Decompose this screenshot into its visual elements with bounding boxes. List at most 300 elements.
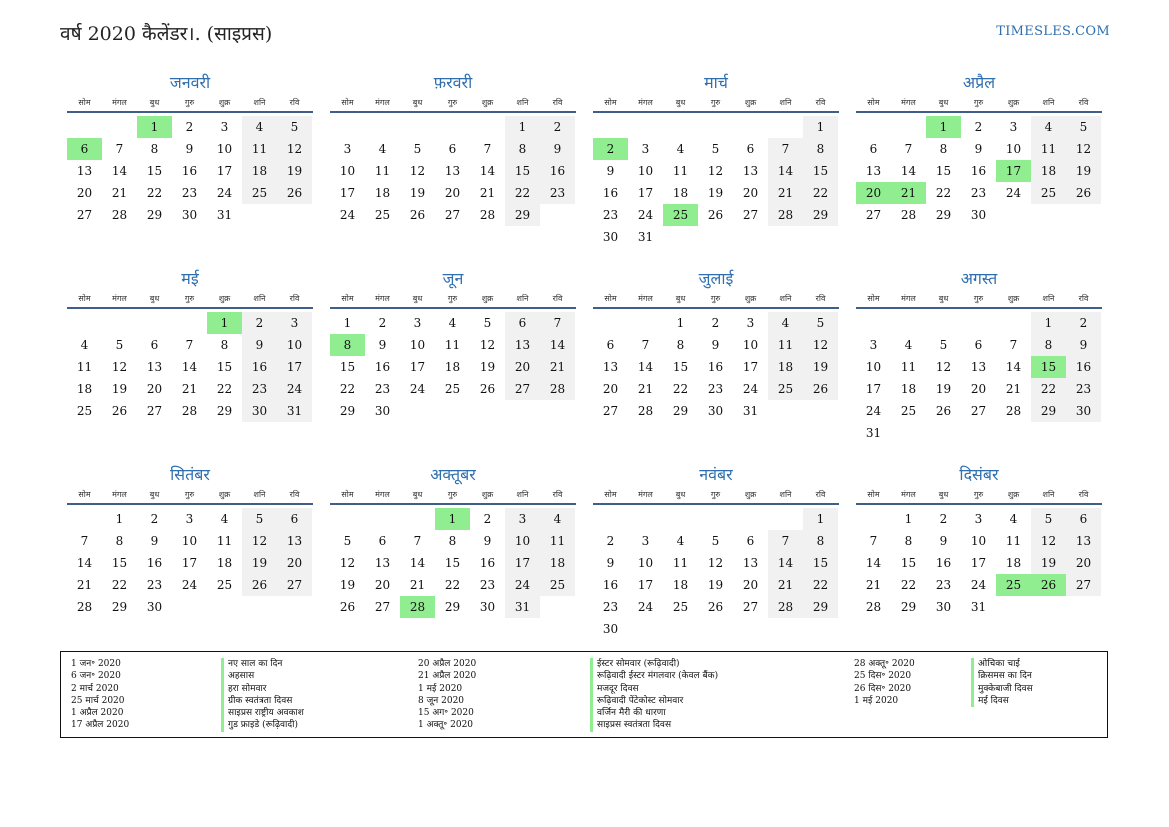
- weekday-label: सोम: [78, 98, 91, 107]
- empty-cell: [663, 508, 698, 530]
- legend-date: 17 अप्रैल 2020: [71, 720, 130, 731]
- day-cell: 6: [277, 508, 312, 530]
- weekday-label: मंगल: [901, 98, 916, 107]
- day-cell: 22: [505, 182, 540, 204]
- holiday-cell: 1: [137, 116, 172, 138]
- day-cell: 21: [768, 574, 803, 596]
- empty-cell: [961, 312, 996, 334]
- day-cell: 13: [76, 164, 93, 178]
- day-cell: 26: [1066, 182, 1101, 204]
- day-cell: 16: [540, 160, 575, 182]
- day-grid: [330, 508, 576, 618]
- day-cell: 4: [540, 508, 575, 530]
- legend-date: 25 मार्च 2020: [71, 695, 125, 706]
- day-cell: 1: [803, 508, 838, 530]
- weekday-label: गुरु: [710, 294, 721, 303]
- weekday-label: शुक्र: [744, 294, 757, 303]
- day-cell: 6: [1066, 508, 1101, 530]
- day-cell: 8: [220, 338, 229, 352]
- day-cell: 24: [181, 578, 198, 592]
- day-cell: 9: [606, 556, 615, 570]
- weekday-label: गुरु: [184, 490, 195, 499]
- empty-cell: [593, 116, 628, 138]
- day-cell: 25: [216, 578, 233, 592]
- day-cell: 24: [637, 600, 654, 614]
- day-cell: 18: [76, 382, 93, 396]
- legend-holiday-name: रूढ़िवादी पेंटेकोस्ट सोमवार: [590, 695, 718, 707]
- day-cell: 26: [479, 382, 496, 396]
- legend-date: 20 अप्रैल 2020: [418, 659, 477, 669]
- day-cell: 17: [637, 186, 654, 200]
- day-cell: 7: [768, 530, 803, 552]
- day-cell: 17: [637, 578, 654, 592]
- day-cell: 16: [935, 556, 952, 570]
- weekday-label: गुरु: [710, 98, 721, 107]
- day-cell: 26: [935, 404, 952, 418]
- day-cell: 2: [242, 312, 277, 334]
- day-cell: 29: [111, 600, 128, 614]
- weekday-header: [856, 94, 1102, 113]
- weekday-label: रवि: [815, 490, 826, 499]
- day-cell: 11: [672, 556, 689, 570]
- day-grid: [67, 116, 313, 226]
- day-cell: 24: [339, 208, 356, 222]
- weekday-label: शुक्र: [218, 490, 231, 499]
- day-grid: [593, 116, 839, 248]
- day-cell: 31: [970, 600, 987, 614]
- empty-cell: [768, 508, 803, 530]
- day-cell: 22: [803, 574, 838, 596]
- day-cell: 13: [277, 530, 312, 552]
- day-cell: 12: [803, 334, 838, 356]
- day-cell: 2: [606, 534, 615, 548]
- day-cell: 29: [505, 204, 540, 226]
- weekday-label: बुध: [675, 98, 686, 107]
- day-cell: 19: [803, 356, 838, 378]
- day-cell: 14: [181, 360, 198, 374]
- day-cell: 12: [111, 360, 128, 374]
- weekday-label: शुक्र: [481, 98, 494, 107]
- weekday-label: बुध: [412, 490, 423, 499]
- day-cell: 24: [277, 378, 312, 400]
- weekday-label: बुध: [149, 98, 160, 107]
- day-cell: 16: [146, 556, 163, 570]
- day-cell: 22: [900, 578, 917, 592]
- weekday-label: सोम: [867, 98, 880, 107]
- legend-holiday-name: साइप्रस राष्ट्रीय अवकाश: [221, 707, 304, 719]
- day-cell: 20: [742, 186, 759, 200]
- empty-cell: [67, 116, 102, 138]
- weekday-label: शुक्र: [1007, 294, 1020, 303]
- month-title: जनवरी: [169, 73, 211, 92]
- day-cell: 1: [904, 512, 913, 526]
- day-cell: 3: [1009, 120, 1018, 134]
- day-cell: 18: [242, 160, 277, 182]
- weekday-label: शनि: [253, 98, 266, 107]
- legend-holiday-name: ओचिका चाई: [971, 658, 1033, 670]
- day-cell: 18: [374, 186, 391, 200]
- day-cell: 9: [606, 164, 615, 178]
- month-block: [856, 268, 1102, 444]
- day-grid: [330, 312, 576, 422]
- day-cell: 7: [1009, 338, 1018, 352]
- day-cell: 31: [277, 400, 312, 422]
- holiday-cell: 1: [435, 508, 470, 530]
- day-cell: 23: [374, 382, 391, 396]
- weekday-label: शनि: [779, 294, 792, 303]
- weekday-header: [67, 94, 313, 113]
- day-cell: 30: [146, 600, 163, 614]
- month-title: जुलाई: [698, 269, 734, 288]
- weekday-label: शनि: [1042, 98, 1055, 107]
- day-cell: 20: [602, 382, 619, 396]
- day-cell: 9: [939, 534, 948, 548]
- day-cell: 19: [707, 186, 724, 200]
- day-cell: 30: [479, 600, 496, 614]
- day-cell: 12: [1031, 530, 1066, 552]
- day-cell: 21: [409, 578, 426, 592]
- day-cell: 2: [711, 316, 720, 330]
- empty-cell: [330, 508, 365, 530]
- day-cell: 28: [181, 404, 198, 418]
- day-cell: 5: [803, 312, 838, 334]
- weekday-label: मंगल: [375, 98, 390, 107]
- legend-date: 25 दिस॰ 2020: [854, 671, 912, 682]
- empty-cell: [698, 116, 733, 138]
- day-cell: 7: [869, 534, 878, 548]
- weekday-label: शनि: [253, 294, 266, 303]
- day-cell: 29: [803, 596, 838, 618]
- day-grid: [593, 312, 839, 422]
- day-cell: 26: [409, 208, 426, 222]
- legend-date: 2 मार्च 2020: [71, 683, 119, 694]
- day-cell: 24: [637, 208, 654, 222]
- day-cell: 18: [444, 360, 461, 374]
- day-cell: 26: [803, 378, 838, 400]
- day-cell: 6: [746, 534, 755, 548]
- day-cell: 26: [707, 600, 724, 614]
- day-cell: 5: [939, 338, 948, 352]
- day-cell: 20: [742, 578, 759, 592]
- day-cell: 30: [242, 400, 277, 422]
- day-cell: 1: [803, 116, 838, 138]
- day-cell: 10: [505, 530, 540, 552]
- holiday-cell: 17: [996, 160, 1031, 182]
- day-cell: 29: [672, 404, 689, 418]
- day-cell: 14: [865, 556, 882, 570]
- day-cell: 4: [768, 312, 803, 334]
- day-cell: 14: [900, 164, 917, 178]
- day-cell: 27: [970, 404, 987, 418]
- day-cell: 25: [768, 378, 803, 400]
- day-grid: [67, 508, 313, 618]
- day-cell: 16: [181, 164, 198, 178]
- legend-holiday-name: अहसास: [221, 670, 304, 682]
- day-cell: 3: [641, 534, 650, 548]
- empty-cell: [365, 508, 400, 530]
- legend-holiday-name: हरा सोमवार: [221, 683, 304, 695]
- day-grid: [67, 312, 313, 422]
- legend-holiday-name: वर्जिन मैरी की धारणा: [590, 707, 718, 719]
- legend-holiday-name: मुक्केबाजी दिवस: [971, 683, 1033, 695]
- weekday-label: शनि: [779, 98, 792, 107]
- weekday-header: [593, 290, 839, 309]
- day-cell: 21: [637, 382, 654, 396]
- legend-name-column: [221, 658, 304, 732]
- weekday-label: गुरु: [973, 98, 984, 107]
- weekday-label: बुध: [938, 294, 949, 303]
- day-cell: 21: [111, 186, 128, 200]
- day-cell: 26: [707, 208, 724, 222]
- day-cell: 1: [505, 116, 540, 138]
- legend-date: 1 अक्तू॰ 2020: [418, 720, 474, 731]
- day-cell: 5: [343, 534, 352, 548]
- day-grid: [856, 116, 1102, 226]
- day-cell: 8: [803, 530, 838, 552]
- day-cell: 24: [1005, 186, 1022, 200]
- day-cell: 18: [672, 578, 689, 592]
- day-cell: 13: [602, 360, 619, 374]
- day-cell: 17: [339, 186, 356, 200]
- day-cell: 26: [339, 600, 356, 614]
- day-cell: 10: [637, 556, 654, 570]
- weekday-label: बुध: [412, 294, 423, 303]
- day-cell: 24: [970, 578, 987, 592]
- weekday-label: शुक्र: [1007, 98, 1020, 107]
- day-cell: 11: [900, 360, 917, 374]
- day-cell: 20: [374, 578, 391, 592]
- day-cell: 14: [768, 160, 803, 182]
- day-cell: 5: [277, 116, 312, 138]
- day-cell: 29: [900, 600, 917, 614]
- day-cell: 26: [111, 404, 128, 418]
- legend-date: 1 मई 2020: [854, 695, 899, 706]
- holiday-cell: 1: [926, 116, 961, 138]
- day-cell: 8: [939, 142, 948, 156]
- day-cell: 31: [637, 230, 654, 244]
- day-cell: 2: [483, 512, 492, 526]
- weekday-label: बुध: [938, 98, 949, 107]
- day-cell: 14: [409, 556, 426, 570]
- weekday-label: मंगल: [112, 294, 127, 303]
- day-cell: 13: [970, 360, 987, 374]
- day-cell: 29: [216, 404, 233, 418]
- legend-holiday-name: ईस्टर सोमवार (रूढ़िवादी): [590, 658, 718, 670]
- day-cell: 21: [865, 578, 882, 592]
- day-cell: 21: [181, 382, 198, 396]
- day-cell: 28: [637, 404, 654, 418]
- day-cell: 23: [602, 600, 619, 614]
- day-cell: 17: [409, 360, 426, 374]
- site-link[interactable]: TIMESLES.COM: [996, 24, 1110, 39]
- weekday-label: शुक्र: [481, 490, 494, 499]
- day-cell: 27: [277, 574, 312, 596]
- day-cell: 4: [904, 338, 913, 352]
- day-cell: 15: [505, 160, 540, 182]
- day-cell: 15: [900, 556, 917, 570]
- weekday-header: [593, 94, 839, 113]
- holiday-legend: [60, 651, 1108, 738]
- day-cell: 23: [707, 382, 724, 396]
- day-cell: 7: [768, 138, 803, 160]
- empty-cell: [768, 116, 803, 138]
- day-cell: 3: [277, 312, 312, 334]
- day-cell: 11: [1005, 534, 1022, 548]
- day-cell: 2: [1066, 312, 1101, 334]
- day-cell: 28: [1005, 404, 1022, 418]
- day-cell: 29: [935, 208, 952, 222]
- day-cell: 6: [606, 338, 615, 352]
- month-title: अप्रैल: [962, 73, 996, 92]
- day-cell: 10: [742, 338, 759, 352]
- weekday-label: शुक्र: [218, 294, 231, 303]
- day-cell: 14: [768, 552, 803, 574]
- holiday-cell: 2: [593, 138, 628, 160]
- day-cell: 13: [865, 164, 882, 178]
- day-cell: 25: [444, 382, 461, 396]
- day-cell: 20: [1066, 552, 1101, 574]
- weekday-label: शनि: [1042, 294, 1055, 303]
- day-cell: 8: [1031, 334, 1066, 356]
- day-cell: 7: [413, 534, 422, 548]
- day-cell: 8: [505, 138, 540, 160]
- day-cell: 3: [746, 316, 755, 330]
- day-cell: 23: [181, 186, 198, 200]
- day-cell: 15: [672, 360, 689, 374]
- holiday-cell: 8: [330, 334, 365, 356]
- day-cell: 5: [1066, 116, 1101, 138]
- empty-cell: [400, 116, 435, 138]
- legend-name-column: [971, 658, 1033, 707]
- weekday-label: मंगल: [901, 294, 916, 303]
- weekday-label: गुरु: [973, 294, 984, 303]
- day-cell: 17: [970, 556, 987, 570]
- day-cell: 22: [803, 182, 838, 204]
- day-cell: 17: [505, 552, 540, 574]
- weekday-label: मंगल: [112, 490, 127, 499]
- day-cell: 13: [146, 360, 163, 374]
- day-cell: 5: [115, 338, 124, 352]
- legend-date: 8 जून 2020: [418, 695, 465, 706]
- weekday-label: रवि: [1078, 98, 1089, 107]
- month-title: फ़रवरी: [433, 73, 473, 92]
- day-cell: 9: [974, 142, 983, 156]
- weekday-label: रवि: [815, 98, 826, 107]
- day-cell: 3: [413, 316, 422, 330]
- day-cell: 21: [1005, 382, 1022, 396]
- weekday-header: [330, 94, 576, 113]
- day-cell: 6: [448, 142, 457, 156]
- month-block: [330, 464, 576, 618]
- empty-cell: [733, 508, 768, 530]
- empty-cell: [102, 312, 137, 334]
- day-grid: [856, 508, 1102, 618]
- weekday-header: [330, 486, 576, 505]
- empty-cell: [628, 116, 663, 138]
- weekday-label: शुक्र: [744, 490, 757, 499]
- day-cell: 27: [76, 208, 93, 222]
- day-cell: 1: [1031, 312, 1066, 334]
- day-cell: 24: [865, 404, 882, 418]
- day-cell: 19: [707, 578, 724, 592]
- day-cell: 8: [150, 142, 159, 156]
- weekday-label: रवि: [815, 294, 826, 303]
- day-cell: 3: [343, 142, 352, 156]
- weekday-label: सोम: [78, 490, 91, 499]
- day-cell: 23: [479, 578, 496, 592]
- day-cell: 4: [242, 116, 277, 138]
- weekday-label: बुध: [675, 294, 686, 303]
- weekday-label: रवि: [552, 98, 563, 107]
- day-cell: 3: [974, 512, 983, 526]
- day-cell: 10: [181, 534, 198, 548]
- weekday-label: मंगल: [112, 98, 127, 107]
- day-cell: 15: [111, 556, 128, 570]
- empty-cell: [891, 116, 926, 138]
- empty-cell: [400, 508, 435, 530]
- day-cell: 28: [900, 208, 917, 222]
- day-cell: 29: [146, 208, 163, 222]
- weekday-label: शुक्र: [218, 98, 231, 107]
- month-title: मई: [181, 269, 199, 288]
- month-title: मार्च: [704, 73, 728, 92]
- day-cell: 8: [904, 534, 913, 548]
- weekday-label: रवि: [1078, 490, 1089, 499]
- day-cell: 11: [374, 164, 391, 178]
- day-cell: 14: [540, 334, 575, 356]
- weekday-label: शुक्र: [744, 98, 757, 107]
- day-cell: 28: [111, 208, 128, 222]
- day-cell: 19: [479, 360, 496, 374]
- day-cell: 22: [935, 186, 952, 200]
- day-cell: 1: [115, 512, 124, 526]
- day-grid: [856, 312, 1102, 444]
- legend-holiday-name: क्रिसमस का दिन: [971, 670, 1033, 682]
- day-cell: 12: [707, 556, 724, 570]
- legend-date-column: [418, 658, 476, 732]
- empty-cell: [593, 508, 628, 530]
- day-cell: 14: [479, 164, 496, 178]
- day-cell: 22: [339, 382, 356, 396]
- weekday-label: रवि: [289, 98, 300, 107]
- weekday-label: रवि: [289, 490, 300, 499]
- day-cell: 12: [242, 530, 277, 552]
- weekday-label: शनि: [516, 294, 529, 303]
- weekday-label: गुरु: [447, 294, 458, 303]
- day-cell: 6: [505, 312, 540, 334]
- day-cell: 2: [185, 120, 194, 134]
- day-cell: 19: [339, 578, 356, 592]
- day-cell: 14: [111, 164, 128, 178]
- day-cell: 7: [80, 534, 89, 548]
- legend-holiday-name: मई दिवस: [971, 695, 1033, 707]
- day-cell: 22: [444, 578, 461, 592]
- day-cell: 12: [479, 338, 496, 352]
- weekday-header: [593, 486, 839, 505]
- day-cell: 18: [1005, 556, 1022, 570]
- month-block: [856, 72, 1102, 226]
- weekday-label: मंगल: [638, 490, 653, 499]
- day-cell: 20: [970, 382, 987, 396]
- day-cell: 27: [146, 404, 163, 418]
- day-cell: 16: [602, 578, 619, 592]
- weekday-label: सोम: [604, 490, 617, 499]
- weekday-label: बुध: [149, 490, 160, 499]
- day-cell: 4: [676, 534, 685, 548]
- empty-cell: [628, 508, 663, 530]
- day-cell: 31: [865, 426, 882, 440]
- weekday-label: सोम: [78, 294, 91, 303]
